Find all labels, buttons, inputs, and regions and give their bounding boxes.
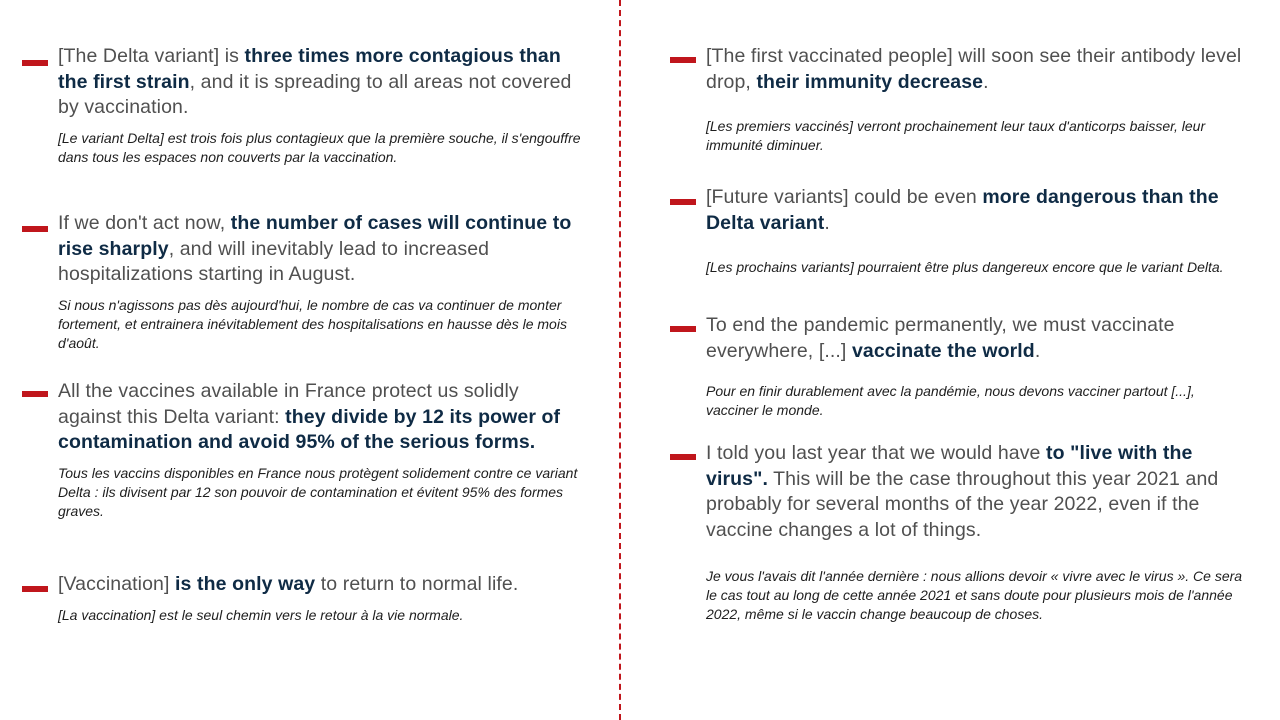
quote-english <box>706 185 1250 236</box>
quote-english <box>58 379 582 456</box>
quote-item <box>670 185 1250 277</box>
quote-text: If we don't act now, <box>58 212 231 234</box>
column-divider <box>619 0 621 720</box>
quote-text: [Future variants] could be even <box>706 186 983 208</box>
bullet-marker <box>22 391 48 397</box>
quote-emphasis: more dangerous than the Delta variant <box>706 186 1219 234</box>
quote-item <box>670 313 1250 420</box>
quote-text: I told you last year that we would have <box>706 442 1047 464</box>
quote-text: , and it is spreading to all areas not covered by vaccination. <box>58 70 572 118</box>
bullet-marker <box>670 326 696 332</box>
quote-text: [The Delta variant] is <box>58 45 245 67</box>
quote-english <box>58 572 582 598</box>
bullet-marker <box>670 199 696 205</box>
quote-emphasis: vaccinate the world <box>851 339 1035 362</box>
quote-french: Pour en finir durablement avec la pandémie, nous devons vacciner partout [...], vacciner le monde. <box>706 383 1195 419</box>
quote-item <box>670 44 1250 155</box>
quote-text: . <box>1034 339 1041 362</box>
quote-english <box>706 44 1250 95</box>
quote-item <box>22 44 582 167</box>
quote-item <box>670 441 1250 625</box>
quote-english <box>58 211 582 288</box>
quote-emphasis: their immunity decrease <box>756 70 984 93</box>
quote-item <box>22 211 582 353</box>
quote-text: All the vaccines available in France protect us solidly against this Delta variant: <box>58 380 519 428</box>
quote-item <box>22 572 582 625</box>
quote-text: . <box>983 70 989 93</box>
bullet-marker <box>22 60 48 66</box>
quote-emphasis: the number of cases will continue to rise sharply <box>58 212 572 260</box>
quote-english <box>706 313 1250 364</box>
quote-text: This will be the case throughout this year 2021 and probably for several months of the year 2022, even if the vaccine changes a lot of things. <box>706 467 1219 541</box>
quote-french: Tous les vaccins disponibles en France nous protègent solidement contre ce variant Delta : ils divisent par 12 son pouvoir de contamination et évitent 95% des formes graves. <box>58 464 578 519</box>
quote-text: [The first vaccinated people] will soon see their antibody level drop, <box>706 45 1242 93</box>
quote-text: , and will inevitably lead to increased hospitalizations starting in August. <box>58 237 490 285</box>
quote-text: To end the pandemic permanently, we must vaccinate everywhere, [...] <box>706 314 1175 362</box>
quote-english <box>706 441 1250 543</box>
quote-french: [Les premiers vaccinés] verront prochainement leur taux d'anticorps baisser, leur immunité diminuer. <box>706 118 1206 154</box>
quote-french: [La vaccination] est le seul chemin vers le retour à la vie normale. <box>58 606 464 623</box>
bullet-marker <box>22 226 48 232</box>
bullet-marker <box>670 454 696 460</box>
quote-french: Je vous l'avais dit l'année dernière : nous allions devoir « vivre avec le virus ». Ce sera le cas tout au long de cette année 2021 et sans doute pour plusieurs mois de l'année 2022, même si le vaccin change beaucoup de choses. <box>706 568 1243 623</box>
quote-emphasis: to "live with the virus". <box>706 442 1193 490</box>
bullet-marker <box>22 586 48 592</box>
quote-english <box>58 44 582 121</box>
quote-french: [Le variant Delta] est trois fois plus contagieux que la première souche, il s'engouffre dans tous les espaces non couverts par la vaccination. <box>58 129 581 165</box>
quote-item <box>22 379 582 521</box>
quote-french: Si nous n'agissons pas dès aujourd'hui, le nombre de cas va continuer de monter fortement, et entrainera inévitablement des hospitalisations en hausse dès le mois d'août. <box>58 296 567 351</box>
quote-french: [Les prochains variants] pourraient être plus dangereux encore que le variant Delta. <box>706 259 1224 275</box>
quote-emphasis: they divide by 12 its power of contamination and avoid 95% of the serious forms. <box>58 405 561 453</box>
quote-text: . <box>824 211 830 234</box>
quote-text: [Vaccination] <box>58 573 176 595</box>
bullet-marker <box>670 57 696 63</box>
quote-text: to return to normal life. <box>315 573 519 595</box>
quote-emphasis: is the only way <box>175 573 316 595</box>
quote-emphasis: three times more contagious than the first strain <box>58 45 561 93</box>
